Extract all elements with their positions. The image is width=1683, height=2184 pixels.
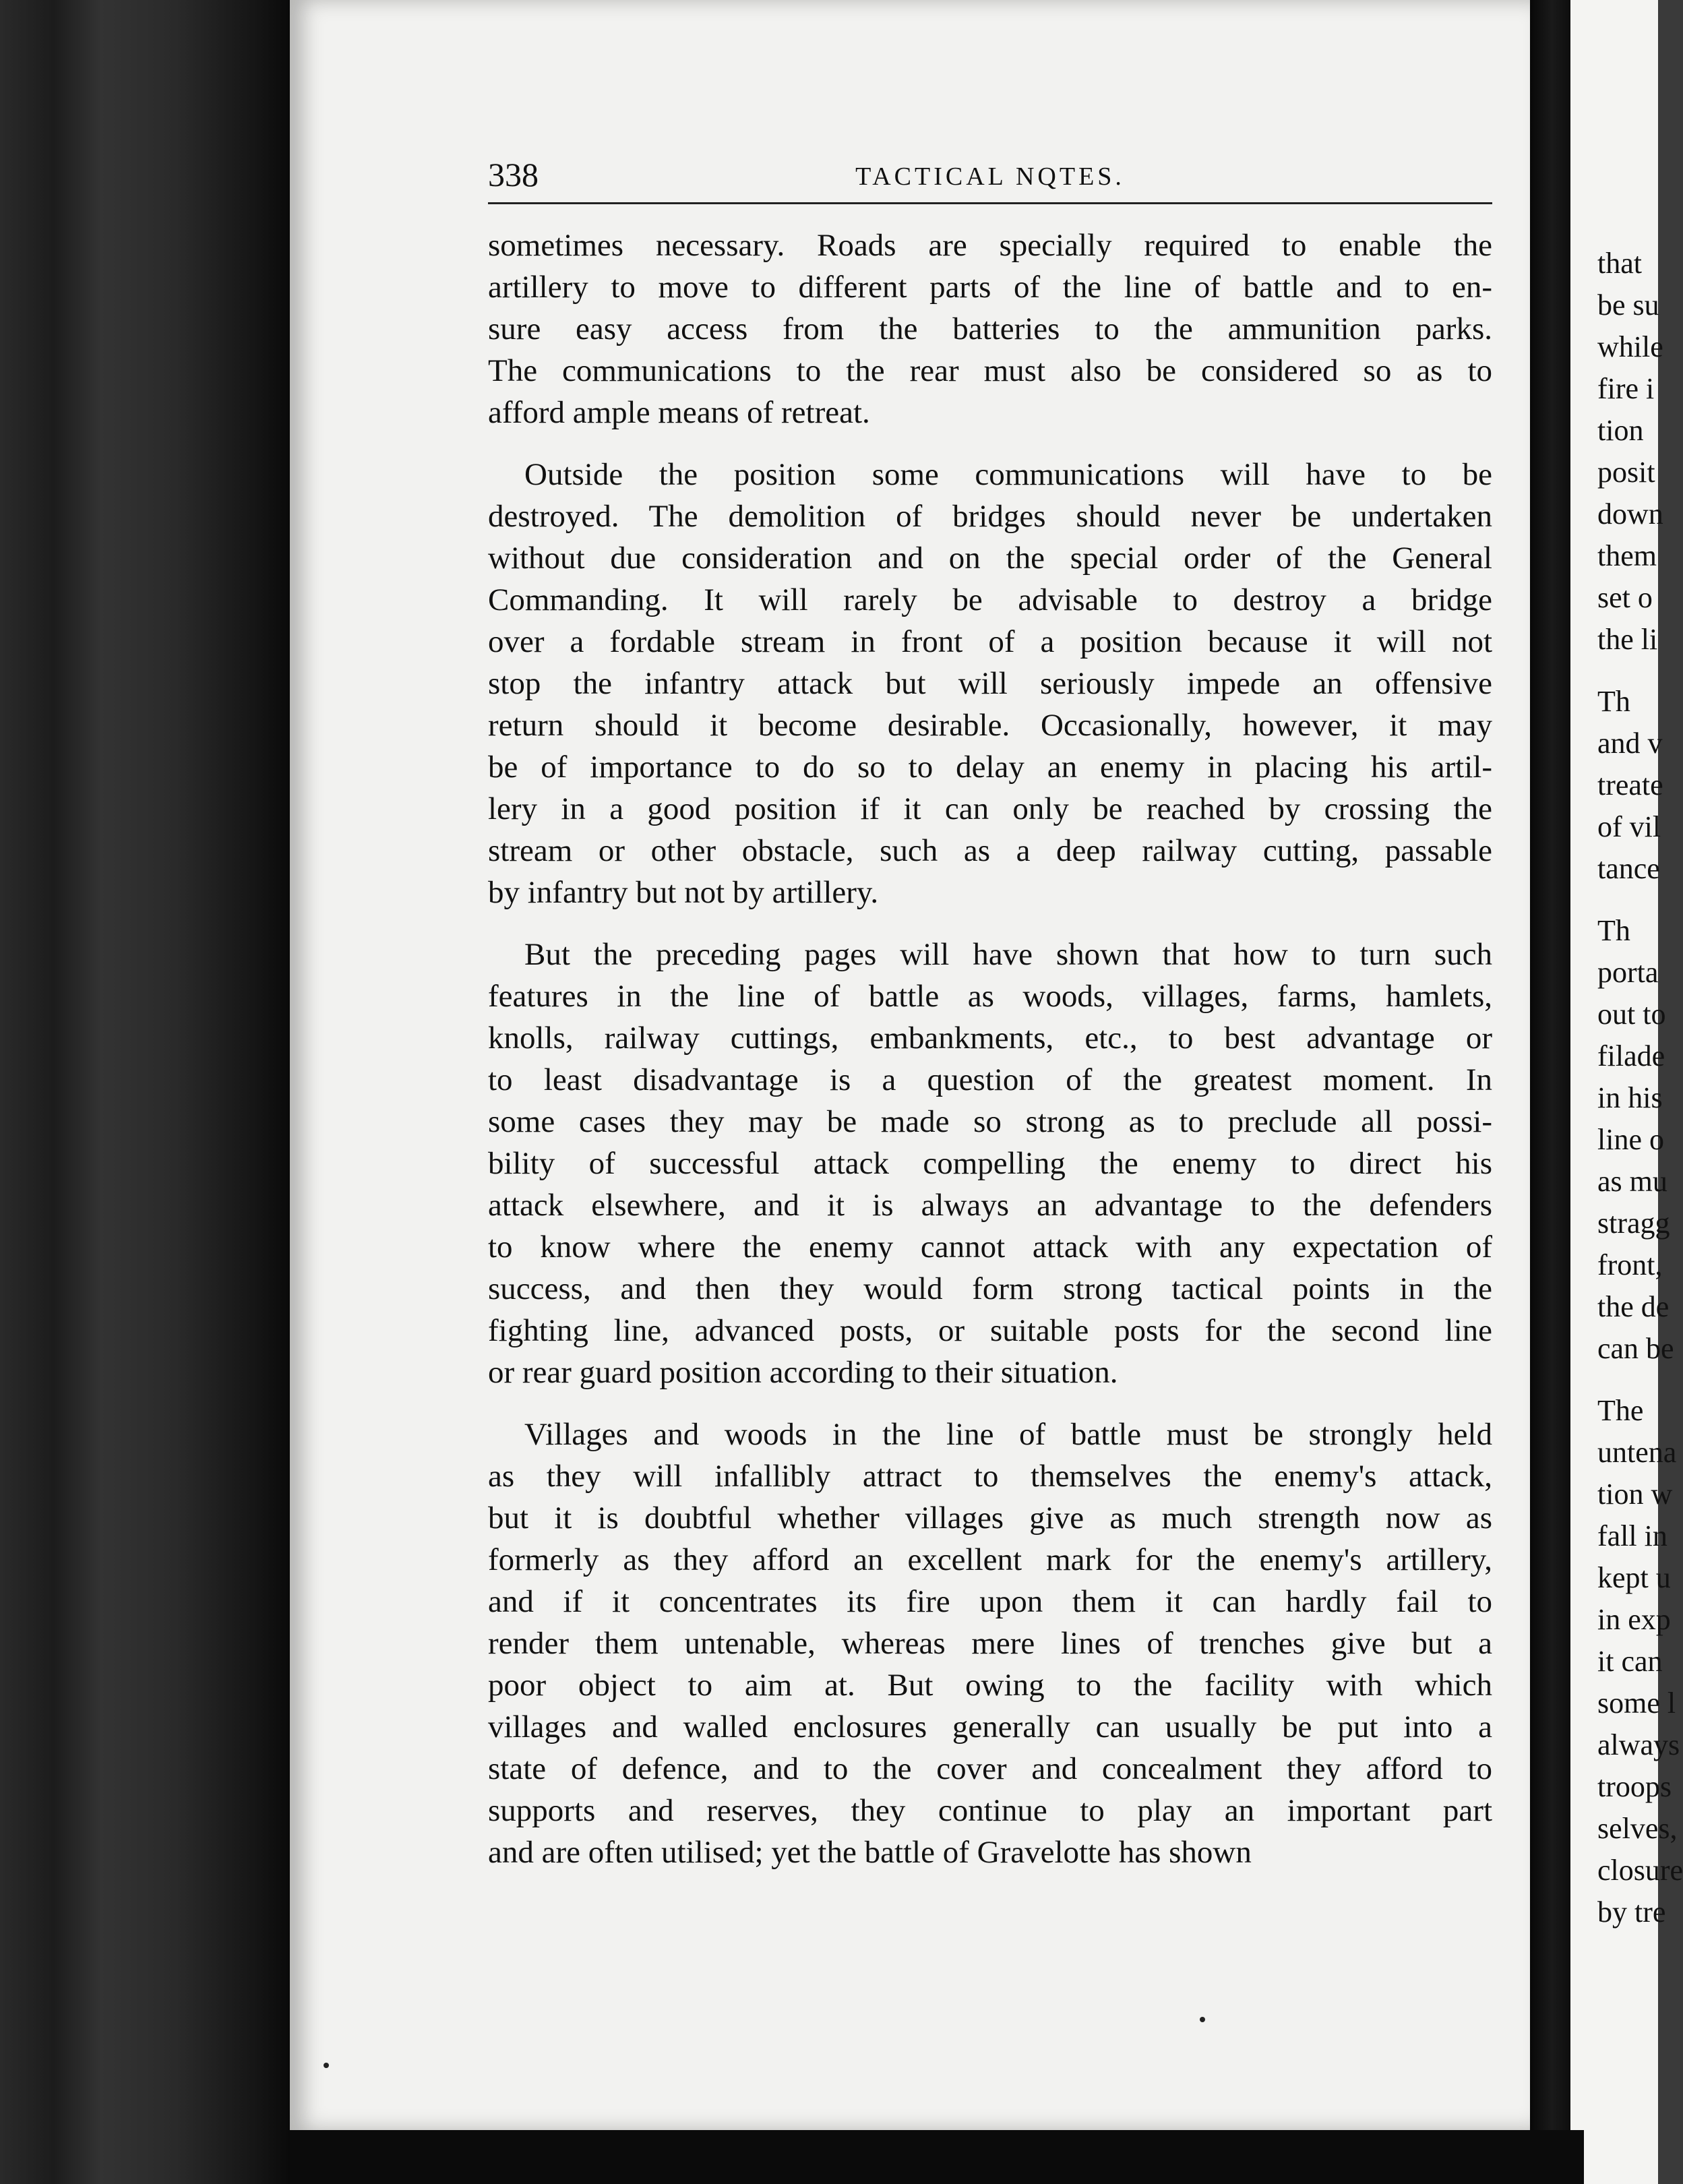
facing-paragraph-gap (1597, 1370, 1678, 1390)
text-line: knolls, railway cuttings, embankments, etc., to best advantage or (488, 1021, 1492, 1056)
facing-text-fragment: line o (1597, 1123, 1664, 1156)
text-line: render them untenable, whereas mere lines of trenches give but a (488, 1626, 1492, 1661)
text-line: artillery to move to different parts of the line of battle and to en- (488, 270, 1492, 305)
facing-text-fragment: them (1597, 539, 1657, 572)
text-line: and are often utilised; yet the battle of Gravelotte has shown (488, 1835, 1252, 1870)
facing-text-fragment: tion (1597, 414, 1644, 447)
facing-text-fragment: troops (1597, 1770, 1672, 1803)
ink-speck (324, 2063, 329, 2068)
facing-text-fragment: some l (1597, 1687, 1676, 1720)
facing-text-fragment: be su (1597, 289, 1659, 322)
text-line: success, and then they would form strong tactical points in the (488, 1271, 1492, 1306)
body-text (488, 224, 1492, 1873)
text-line: Outside the position some communications will have to be (524, 457, 1492, 492)
facing-text-fragment: of vil (1597, 810, 1661, 843)
facing-text-fragment: selves, (1597, 1812, 1678, 1845)
facing-text-fragment: closure (1597, 1854, 1683, 1887)
text-line: or rear guard position according to their situation. (488, 1355, 1118, 1390)
facing-text-fragment: posit (1597, 456, 1655, 489)
facing-text-fragment: the li (1597, 623, 1658, 656)
facing-text-fragment: fire i (1597, 372, 1655, 405)
facing-text-fragment: always (1597, 1728, 1680, 1761)
facing-text-fragment: while (1597, 330, 1663, 363)
facing-text-fragment: untena (1597, 1436, 1677, 1469)
text-line: bility of successful attack compelling the enemy to direct his (488, 1146, 1492, 1181)
text-line: But the preceding pages will have shown that how to turn such (524, 937, 1492, 972)
text-line: supports and reserves, they continue to play an important part (488, 1793, 1492, 1828)
running-title: TACTICAL NQTES. (855, 162, 1125, 191)
text-line: lery in a good position if it can only be reached by crossing the (488, 791, 1492, 826)
facing-text-fragment: that (1597, 247, 1642, 280)
facing-text-fragment: tance (1597, 852, 1660, 885)
facing-text-fragment: and v (1597, 727, 1663, 760)
facing-text-fragment: front, (1597, 1248, 1663, 1281)
text-line: fighting line, advanced posts, or suitable posts for the second line (488, 1313, 1492, 1348)
facing-text-fragment: treate (1597, 768, 1663, 801)
text-line: some cases they may be made so strong as to preclude all possi- (488, 1104, 1492, 1139)
text-line: sure easy access from the batteries to the ammunition parks. (488, 311, 1492, 346)
text-line: over a fordable stream in front of a position because it will not (488, 624, 1492, 659)
facing-text-fragment: set o (1597, 581, 1653, 614)
facing-text-fragment: the de (1597, 1290, 1670, 1323)
ink-speck (1200, 2017, 1205, 2022)
text-line: Commanding. It will rarely be advisable to destroy a bridge (488, 582, 1492, 617)
scan-bottom-edge (290, 2130, 1584, 2184)
text-line: sometimes necessary. Roads are specially required to enable the (488, 228, 1492, 263)
facing-page-text (1597, 243, 1683, 1933)
facing-text-fragment: as mu (1597, 1165, 1667, 1198)
facing-text-fragment: in his (1597, 1081, 1663, 1114)
text-line: afford ample means of retreat. (488, 395, 870, 430)
text-line: as they will infallibly attract to themselves the enemy's attack, (488, 1459, 1492, 1494)
running-header (488, 155, 1492, 204)
paragraph-gap (488, 1393, 1492, 1414)
text-line: formerly as they afford an excellent mark for the enemy's artillery, (488, 1542, 1492, 1577)
paragraph (488, 1414, 1492, 1873)
text-line: by infantry but not by artillery. (488, 875, 879, 910)
text-line: villages and walled enclosures generally can usually be put into a (488, 1709, 1492, 1745)
facing-text-fragment: it can (1597, 1645, 1663, 1678)
page-number: 338 (488, 156, 539, 193)
text-line: and if it concentrates its fire upon them it can hardly fail to (488, 1584, 1492, 1619)
text-line: stream or other obstacle, such as a deep railway cutting, passable (488, 833, 1492, 868)
facing-text-fragment: in exp (1597, 1603, 1671, 1636)
facing-text-fragment: Th (1597, 914, 1630, 947)
text-line: The communications to the rear must also be considered so as to (488, 353, 1492, 388)
text-line: attack elsewhere, and it is always an advantage to the defenders (488, 1188, 1492, 1223)
paragraph (488, 224, 1492, 433)
paragraph (488, 454, 1492, 913)
book-binding-edge (0, 0, 290, 2184)
facing-text-fragment: filade (1597, 1039, 1665, 1072)
text-line: features in the line of battle as woods, villages, farms, hamlets, (488, 979, 1492, 1014)
facing-text-fragment: fall in (1597, 1519, 1667, 1552)
text-line: but it is doubtful whether villages give as much strength now as (488, 1500, 1492, 1536)
text-line: destroyed. The demolition of bridges should never be undertaken (488, 499, 1492, 534)
facing-text-fragment: The (1597, 1394, 1644, 1427)
text-line: to know where the enemy cannot attack with any expectation of (488, 1230, 1492, 1265)
paragraph-gap (488, 913, 1492, 934)
text-line: poor object to aim at. But owing to the facility with which (488, 1668, 1492, 1703)
text-line: be of importance to do so to delay an enemy in placing his artil- (488, 750, 1492, 785)
facing-text-fragment: Th (1597, 685, 1630, 718)
facing-paragraph-gap (1597, 661, 1678, 681)
facing-paragraph-gap (1597, 890, 1678, 910)
text-line: without due consideration and on the special order of the General (488, 541, 1492, 576)
facing-text-fragment: kept u (1597, 1561, 1671, 1594)
text-line: Villages and woods in the line of battle must be strongly held (524, 1417, 1492, 1452)
text-line: to least disadvantage is a question of the greatest moment. In (488, 1062, 1492, 1097)
text-line: return should it become desirable. Occasionally, however, it may (488, 708, 1492, 743)
facing-text-fragment: out to (1597, 998, 1666, 1031)
facing-text-fragment: can be (1597, 1332, 1674, 1365)
text-line: state of defence, and to the cover and concealment they afford to (488, 1751, 1492, 1786)
facing-text-fragment: tion w (1597, 1478, 1673, 1511)
facing-text-fragment: down (1597, 497, 1663, 530)
facing-text-fragment: porta (1597, 956, 1659, 989)
paragraph (488, 934, 1492, 1393)
facing-text-fragment: stragg (1597, 1207, 1670, 1240)
text-line: stop the infantry attack but will seriously impede an offensive (488, 666, 1492, 701)
paragraph-gap (488, 433, 1492, 454)
facing-text-fragment: by tre (1597, 1895, 1666, 1929)
